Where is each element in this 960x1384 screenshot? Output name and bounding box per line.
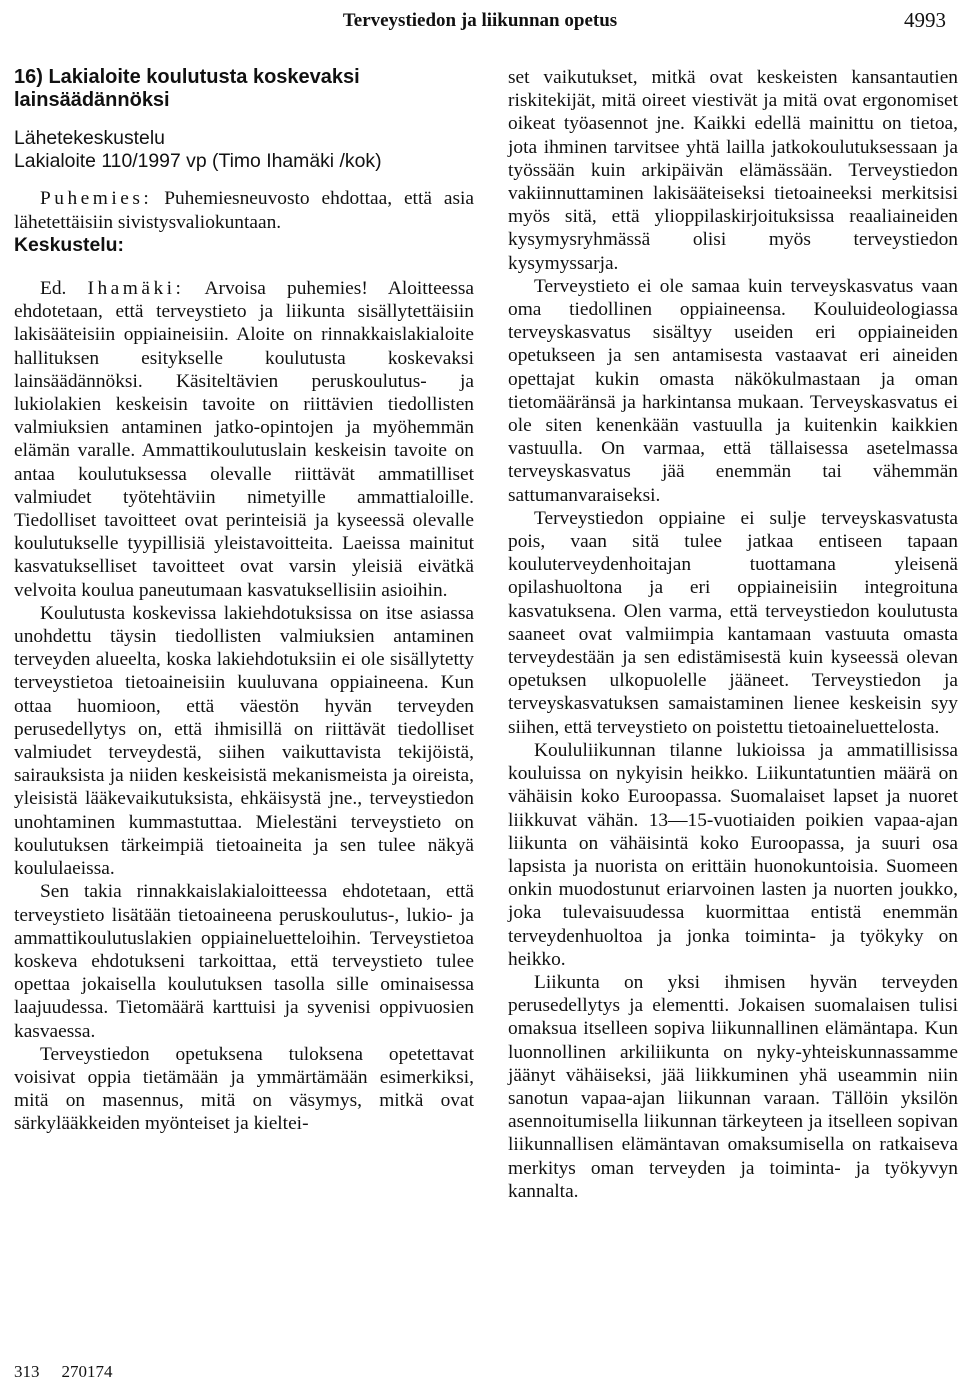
- footer-code: [14, 1362, 113, 1382]
- right-column: [508, 66, 958, 1203]
- body-paragraph: Terveystieto ei ole samaa kuin terveyskasvatus vaan oma tiedollinen oppiaineensa. Kouluideologiassa terveyskasvatus sisältyy useiden eri oppiaineiden opetukseen ja sen antamisesta vastaavat eri aineiden opettajat kukin omasta näkökulmastaan ja oman tietomääränsä ja harkintansa mukaan. Terveyskasvatus ei ole siten kenenkään vastuulla ja kuitenkin kaikkien vastuulla. On varmaa, että tällaisessa asetelmassa terveyskasvatus jää enemmän tai vähemmän sattumanvaraiseksi.: [508, 275, 958, 506]
- chair-statement: [14, 187, 474, 233]
- body-paragraph: Liikunta on yksi ihmisen hyvän terveyden perusedellytys ja elementti. Jokaisen suomalaisen tulisi omaksua itselleen sopiva liikunnallinen elämäntapa. Kun luonnollinen arkiliikunta on nyky-yhteiskunnassamme jäänyt vähäiseksi, jää liikkuminen yhä useammin niin sanotun vapaa-ajan liikunnan varaan. Tällöin yksilön asennoitumisella liikunnan tärkeyteen ja itselleen sopivan liikunnallisen elämäntavan omaksumisella on ratkaiseva merkitys oman terveyden ja toiminta- ja työkyvyn kannalta.: [508, 971, 958, 1202]
- running-title: Terveystiedon ja liikunnan opetus: [342, 10, 618, 31]
- body-paragraph: Terveystiedon opetuksena tuloksena opetettavat voisivat oppia tietämään ja ymmärtämään esimerkiksi, mitä on masennus, mitä on väsymys, mitkä ovat särkylääkkeiden myönteiset ja kieltei-: [14, 1043, 474, 1135]
- body-paragraph: Sen takia rinnakkaislakialoitteessa ehdotetaan, että terveystieto lisätään tietoaineena peruskoulutus-, lukio- ja ammattikoulutuslakien oppiaineluetteloihin. Terveystietoa koskeva ehdotukseni tarkoittaa, että terveystieto tulee opettaa jokaisella koulutuksen tasolla sille ominaisessa laajuudessa. Tietomäärä karttuisi ja syvenisi oppivuosien kasvaessa.: [14, 881, 474, 1042]
- referral-line: Lähetekeskustelu: [14, 127, 165, 149]
- chair-text: Puhemiesneuvosto ehdottaa, että asia lähetettäisiin sivistysvaliokuntaan.: [14, 188, 474, 233]
- speaker-name: Ihamäki:: [87, 278, 185, 300]
- referral-line: Lakialoite 110/1997 vp (Timo Ihamäki /kok): [14, 150, 382, 173]
- speech-paragraph: [14, 277, 474, 602]
- chair-speaker: Puhemies:: [40, 188, 153, 210]
- speaker-prefix: Ed.: [40, 278, 88, 300]
- page-header: [0, 6, 960, 36]
- section-heading: 16) Lakialoite koulutusta koskevaksi lainsäädännöksi: [14, 66, 360, 111]
- footer-code-a: 313: [14, 1362, 40, 1381]
- body-paragraph: Koulutusta koskevissa lakiehdotuksissa on itse asiassa unohdettu täysin tiedollisten valmiuksien antaminen terveyden alueelta, koska lakiehdotuksiin ei ole sisällytetty terveystietoa tietoaineisiin kuuluvana oppiaineena. Kun ottaa huomioon, että väestön hyvän terveyden perusedellytys on, että ihmisillä on riittävät tiedolliset valmiudet terveydestä, siihen vaikuttavista tekijöistä, sairauksista ja niiden keskeisistä mekanismeista ja oireista, yleisistä lääkevaikutuksista, ehkäisystä jne., terveystiedon unohtaminen kummastuttaa. Mielestäni terveystieto on koulutuksen tärkeimpiä tietoaineita ja sen tulee näkyä koululaeissa.: [14, 602, 474, 880]
- body-paragraph: Koululiikunnan tilanne lukioissa ja ammatillisissa kouluissa on nykyisin heikko. Liikuntatuntien määrä on vähäisin koko Euroopassa. Suomalaiset lapset ja nuoret liikkuvat vähän. 13—15-vuotiaiden poikien vapaa-ajan liikunta on vähäisintä koko Euroopassa, ja suuri osa lapsista ja nuorista on erittäin huonokuntoisia. Suomeen onkin muodostunut eriarvoinen lasten ja nuorten joukko, joka tulevaisuudessa kuormittaa entistä enemmän terveydenhuoltoa ja jonka toiminta- ja työkyky on heikko.: [508, 739, 958, 970]
- page-number: 4993: [904, 8, 946, 32]
- body-paragraph: set vaikutukset, mitkä ovat keskeisten kansantautien riskitekijät, mitä oireet viestivät ja mitä ovat ergonomiset oikeat työasennot jne. Kaikki edellä mainittu on tietoa, jota ihminen tarvitsee yhtä lailla jatkokoulutuksessaan ja työssään kuin arkipäivän elämässään. Terveystiedon vakiinnuttaminen lakisääteiseksi tietoaineeksi merkitsisi myös sitä, että ylioppilaskirjoituksissa reaaliaineiden kysymysryhmässä olisi myös terveystiedon kysymyssarja.: [508, 67, 958, 274]
- footer-code-b: 270174: [61, 1362, 113, 1381]
- left-column: [14, 66, 474, 1136]
- body-paragraph: Terveystiedon oppiaine ei sulje terveyskasvatusta pois, vaan sitä tulee jatkaa entiseen tapaan kouluterveydenhoitajan tuottamana yleisenä opilashuoltona ja eri oppiaineisiin integroituna kasvatuksena. Olen varma, että terveystiedon koulutusta saaneet ovat valmiimpia kantamaan vastuuta omasta terveydestään ja sen edistämisestä kuin kyseessä olevan opetuksen ulkopuolelle jääneet. Terveystiedon ja terveyskasvatuksen samaistaminen lienee keskeisin syy siihen, että terveystieto on poistettu tietoaineluettelosta.: [508, 507, 958, 738]
- referral-block: [14, 127, 474, 173]
- discussion-label: Keskustelu:: [14, 233, 124, 256]
- speech-text: Arvoisa puhemies! Aloitteessa ehdotetaan, että terveystieto ja liikunta sisällytettäisiin lakisääteisiin oppiaineisiin. Aloite on rinnakkaislakialoite hallituksen esitykselle koulutusta koskevaksi lainsäädännöksi. Käsiteltävien peruskoulutus- ja lukiolakien keskeisin tavoite on riittävien tiedollisten valmiuksien antaminen jatko-opintojen ja myöhemmän elämän varalle. Ammattikoulutuslain keskeisin tavoite on antaa koulutuksessa olevalle riittävät ammatilliset valmiudet työtehtäviin nimetyille ammattialoille. Tiedolliset tavoitteet ovat perinteisiä ja kyseessä olevalle koulutukselle tyypillisiä yleistavoitteita. Laeissa mainitut kasvatukselliset tavoitteet ovat varsin yleisiä eivätkä velvoita koulua paneutumaan kasvatuksellisiin asioihin.: [14, 278, 474, 601]
